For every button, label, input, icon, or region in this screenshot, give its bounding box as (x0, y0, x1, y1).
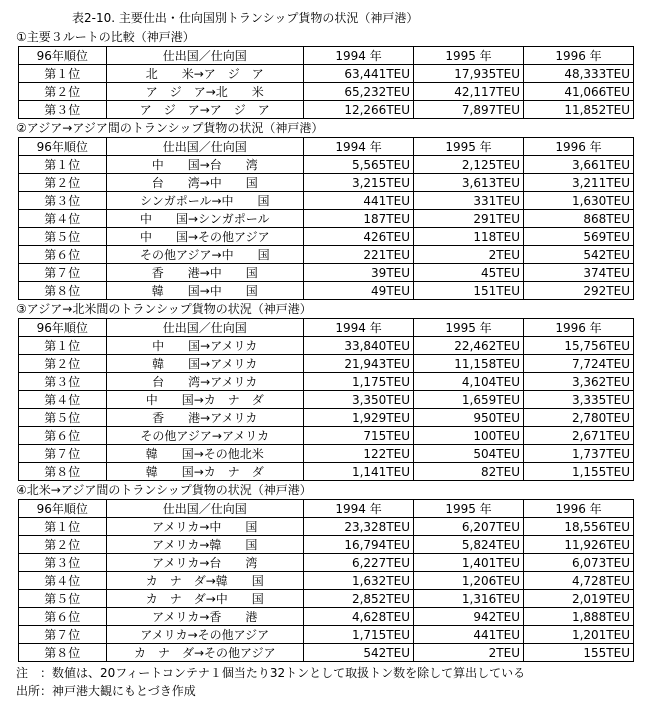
rank-cell: 第８位 (19, 463, 107, 481)
table-row (19, 174, 634, 192)
table-row (19, 83, 634, 101)
data-table (18, 318, 634, 481)
value-1996-cell: 3,211TEU (523, 174, 633, 192)
header-route-cell: 仕出国／仕向国 (106, 138, 304, 156)
table-row (19, 554, 634, 572)
route-cell: アメリカ→台 湾 (106, 554, 304, 572)
value-1994-cell: 4,628TEU (304, 608, 414, 626)
value-1996-cell: 1,155TEU (523, 463, 633, 481)
value-1995-cell: 2TEU (414, 246, 524, 264)
value-1994-cell: 1,715TEU (304, 626, 414, 644)
route-cell: 台 湾→中 国 (106, 174, 304, 192)
route-cell: シンガポール→中 国 (106, 192, 304, 210)
table-row (19, 192, 634, 210)
route-cell: カ ナ ダ→中 国 (106, 590, 304, 608)
table-row (19, 445, 634, 463)
value-1994-cell: 715TEU (304, 427, 414, 445)
table-row (19, 626, 634, 644)
table-row (19, 590, 634, 608)
rank-cell: 第４位 (19, 391, 107, 409)
rank-cell: 第７位 (19, 445, 107, 463)
table-header-row (19, 500, 634, 518)
value-1995-cell: 1,401TEU (414, 554, 524, 572)
header-1996-cell: 1996 年 (523, 319, 633, 337)
document-page (16, 8, 650, 700)
rank-cell: 第７位 (19, 264, 107, 282)
value-1995-cell: 2,125TEU (414, 156, 524, 174)
value-1995-cell: 82TEU (414, 463, 524, 481)
rank-cell: 第１位 (19, 65, 107, 83)
value-1994-cell: 1,632TEU (304, 572, 414, 590)
table-row (19, 228, 634, 246)
rank-cell: 第８位 (19, 644, 107, 662)
table-row (19, 156, 634, 174)
table-row (19, 337, 634, 355)
value-1994-cell: 426TEU (304, 228, 414, 246)
value-1995-cell: 291TEU (414, 210, 524, 228)
route-cell: アメリカ→香 港 (106, 608, 304, 626)
value-1995-cell: 100TEU (414, 427, 524, 445)
value-1995-cell: 17,935TEU (414, 65, 524, 83)
rank-cell: 第２位 (19, 83, 107, 101)
rank-cell: 第３位 (19, 192, 107, 210)
value-1995-cell: 1,206TEU (414, 572, 524, 590)
value-1994-cell: 122TEU (304, 445, 414, 463)
route-cell: アメリカ→中 国 (106, 518, 304, 536)
page-title: 表2-10. 主要仕出・仕向国別トランシップ貨物の状況（神戸港） (72, 11, 419, 25)
rank-cell: 第３位 (19, 554, 107, 572)
header-1996-cell: 1996 年 (523, 47, 633, 65)
value-1996-cell: 1,888TEU (523, 608, 633, 626)
route-cell: アメリカ→韓 国 (106, 536, 304, 554)
table-row (19, 518, 634, 536)
value-1995-cell: 7,897TEU (414, 101, 524, 119)
data-table (18, 499, 634, 662)
value-1995-cell: 441TEU (414, 626, 524, 644)
table-row (19, 246, 634, 264)
value-1996-cell: 1,630TEU (523, 192, 633, 210)
value-1996-cell: 6,073TEU (523, 554, 633, 572)
value-1995-cell: 118TEU (414, 228, 524, 246)
route-cell: 香 港→アメリカ (106, 409, 304, 427)
value-1995-cell: 22,462TEU (414, 337, 524, 355)
table-header-row (19, 138, 634, 156)
table-row (19, 391, 634, 409)
value-1995-cell: 331TEU (414, 192, 524, 210)
rank-cell: 第６位 (19, 608, 107, 626)
table-row (19, 572, 634, 590)
value-1994-cell: 6,227TEU (304, 554, 414, 572)
value-1996-cell: 7,724TEU (523, 355, 633, 373)
footnote: 注 ：数値は、20フィートコンテナ１個当たり32トンとして取扱トン数を除して算出している (16, 666, 526, 680)
value-1996-cell: 15,756TEU (523, 337, 633, 355)
value-1995-cell: 2TEU (414, 644, 524, 662)
header-1996-cell: 1996 年 (523, 138, 633, 156)
header-1995-cell: 1995 年 (414, 138, 524, 156)
value-1996-cell: 11,852TEU (523, 101, 633, 119)
value-1994-cell: 1,141TEU (304, 463, 414, 481)
route-cell: 中 国→アメリカ (106, 337, 304, 355)
header-1994-cell: 1994 年 (304, 500, 414, 518)
rank-cell: 第８位 (19, 282, 107, 300)
value-1994-cell: 21,943TEU (304, 355, 414, 373)
value-1996-cell: 569TEU (523, 228, 633, 246)
route-cell: ア ジ ア→ア ジ ア (106, 101, 304, 119)
value-1994-cell: 3,350TEU (304, 391, 414, 409)
section-title: ②アジア→アジア間のトランシップ貨物の状況（神戸港） (16, 121, 324, 135)
value-1996-cell: 292TEU (523, 282, 633, 300)
rank-cell: 第２位 (19, 355, 107, 373)
rank-cell: 第５位 (19, 409, 107, 427)
value-1994-cell: 3,215TEU (304, 174, 414, 192)
rank-cell: 第３位 (19, 373, 107, 391)
table-row (19, 644, 634, 662)
rank-cell: 第１位 (19, 156, 107, 174)
rank-cell: 第１位 (19, 518, 107, 536)
rank-cell: 第４位 (19, 572, 107, 590)
value-1995-cell: 4,104TEU (414, 373, 524, 391)
value-1995-cell: 11,158TEU (414, 355, 524, 373)
table-row (19, 210, 634, 228)
header-1994-cell: 1994 年 (304, 138, 414, 156)
value-1994-cell: 187TEU (304, 210, 414, 228)
value-1994-cell: 23,328TEU (304, 518, 414, 536)
data-table (18, 46, 634, 119)
header-1995-cell: 1995 年 (414, 500, 524, 518)
header-1996-cell: 1996 年 (523, 500, 633, 518)
value-1996-cell: 155TEU (523, 644, 633, 662)
value-1995-cell: 942TEU (414, 608, 524, 626)
value-1996-cell: 41,066TEU (523, 83, 633, 101)
table-row (19, 373, 634, 391)
header-1994-cell: 1994 年 (304, 47, 414, 65)
route-cell: その他アジア→アメリカ (106, 427, 304, 445)
value-1996-cell: 48,333TEU (523, 65, 633, 83)
sections-container (16, 28, 650, 662)
rank-cell: 第２位 (19, 174, 107, 192)
value-1996-cell: 4,728TEU (523, 572, 633, 590)
value-1994-cell: 2,852TEU (304, 590, 414, 608)
value-1996-cell: 18,556TEU (523, 518, 633, 536)
value-1995-cell: 3,613TEU (414, 174, 524, 192)
route-cell: カ ナ ダ→その他アジア (106, 644, 304, 662)
value-1994-cell: 16,794TEU (304, 536, 414, 554)
route-cell: その他アジア→中 国 (106, 246, 304, 264)
rank-cell: 第３位 (19, 101, 107, 119)
route-cell: 中 国→シンガポール (106, 210, 304, 228)
table-row (19, 101, 634, 119)
header-1995-cell: 1995 年 (414, 47, 524, 65)
header-rank-cell: 96年順位 (19, 500, 107, 518)
value-1994-cell: 33,840TEU (304, 337, 414, 355)
rank-cell: 第７位 (19, 626, 107, 644)
route-cell: アメリカ→その他アジア (106, 626, 304, 644)
header-rank-cell: 96年順位 (19, 47, 107, 65)
route-cell: 韓 国→カ ナ ダ (106, 463, 304, 481)
value-1994-cell: 5,565TEU (304, 156, 414, 174)
route-cell: 韓 国→その他北米 (106, 445, 304, 463)
route-cell: 北 米→ア ジ ア (106, 65, 304, 83)
header-route-cell: 仕出国／仕向国 (106, 319, 304, 337)
value-1996-cell: 3,661TEU (523, 156, 633, 174)
route-cell: カ ナ ダ→韓 国 (106, 572, 304, 590)
value-1996-cell: 2,019TEU (523, 590, 633, 608)
value-1994-cell: 65,232TEU (304, 83, 414, 101)
header-route-cell: 仕出国／仕向国 (106, 500, 304, 518)
route-cell: 中 国→台 湾 (106, 156, 304, 174)
table-header-row (19, 47, 634, 65)
value-1994-cell: 1,929TEU (304, 409, 414, 427)
value-1995-cell: 950TEU (414, 409, 524, 427)
table-row (19, 282, 634, 300)
value-1995-cell: 6,207TEU (414, 518, 524, 536)
value-1996-cell: 374TEU (523, 264, 633, 282)
route-cell: ア ジ ア→北 米 (106, 83, 304, 101)
value-1995-cell: 45TEU (414, 264, 524, 282)
value-1996-cell: 11,926TEU (523, 536, 633, 554)
value-1994-cell: 49TEU (304, 282, 414, 300)
value-1994-cell: 1,175TEU (304, 373, 414, 391)
value-1994-cell: 12,266TEU (304, 101, 414, 119)
value-1996-cell: 2,671TEU (523, 427, 633, 445)
value-1995-cell: 5,824TEU (414, 536, 524, 554)
table-row (19, 355, 634, 373)
rank-cell: 第５位 (19, 590, 107, 608)
source-note: 出所：神戸港大観にもとづき作成 (16, 684, 196, 698)
table-header-row (19, 319, 634, 337)
route-cell: 韓 国→アメリカ (106, 355, 304, 373)
value-1995-cell: 1,316TEU (414, 590, 524, 608)
header-rank-cell: 96年順位 (19, 138, 107, 156)
section-title: ①主要３ルートの比較（神戸港） (16, 30, 195, 44)
header-1995-cell: 1995 年 (414, 319, 524, 337)
table-row (19, 463, 634, 481)
value-1994-cell: 221TEU (304, 246, 414, 264)
value-1994-cell: 542TEU (304, 644, 414, 662)
section-title: ③アジア→北米間のトランシップ貨物の状況（神戸港） (16, 302, 312, 316)
rank-cell: 第１位 (19, 337, 107, 355)
header-route-cell: 仕出国／仕向国 (106, 47, 304, 65)
value-1996-cell: 868TEU (523, 210, 633, 228)
value-1995-cell: 1,659TEU (414, 391, 524, 409)
route-cell: 香 港→中 国 (106, 264, 304, 282)
header-rank-cell: 96年順位 (19, 319, 107, 337)
rank-cell: 第６位 (19, 246, 107, 264)
value-1996-cell: 3,335TEU (523, 391, 633, 409)
table-row (19, 65, 634, 83)
route-cell: 中 国→カ ナ ダ (106, 391, 304, 409)
rank-cell: 第２位 (19, 536, 107, 554)
value-1996-cell: 1,201TEU (523, 626, 633, 644)
value-1996-cell: 1,737TEU (523, 445, 633, 463)
section-title: ④北米→アジア間のトランシップ貨物の状況（神戸港） (16, 483, 312, 497)
value-1994-cell: 39TEU (304, 264, 414, 282)
rank-cell: 第６位 (19, 427, 107, 445)
value-1996-cell: 542TEU (523, 246, 633, 264)
value-1995-cell: 504TEU (414, 445, 524, 463)
value-1996-cell: 3,362TEU (523, 373, 633, 391)
header-1994-cell: 1994 年 (304, 319, 414, 337)
table-row (19, 409, 634, 427)
rank-cell: 第４位 (19, 210, 107, 228)
route-cell: 中 国→その他アジア (106, 228, 304, 246)
value-1996-cell: 2,780TEU (523, 409, 633, 427)
value-1995-cell: 151TEU (414, 282, 524, 300)
table-row (19, 264, 634, 282)
rank-cell: 第５位 (19, 228, 107, 246)
route-cell: 韓 国→中 国 (106, 282, 304, 300)
table-row (19, 608, 634, 626)
value-1994-cell: 441TEU (304, 192, 414, 210)
data-table (18, 137, 634, 300)
route-cell: 台 湾→アメリカ (106, 373, 304, 391)
value-1994-cell: 63,441TEU (304, 65, 414, 83)
value-1995-cell: 42,117TEU (414, 83, 524, 101)
table-row (19, 536, 634, 554)
table-row (19, 427, 634, 445)
